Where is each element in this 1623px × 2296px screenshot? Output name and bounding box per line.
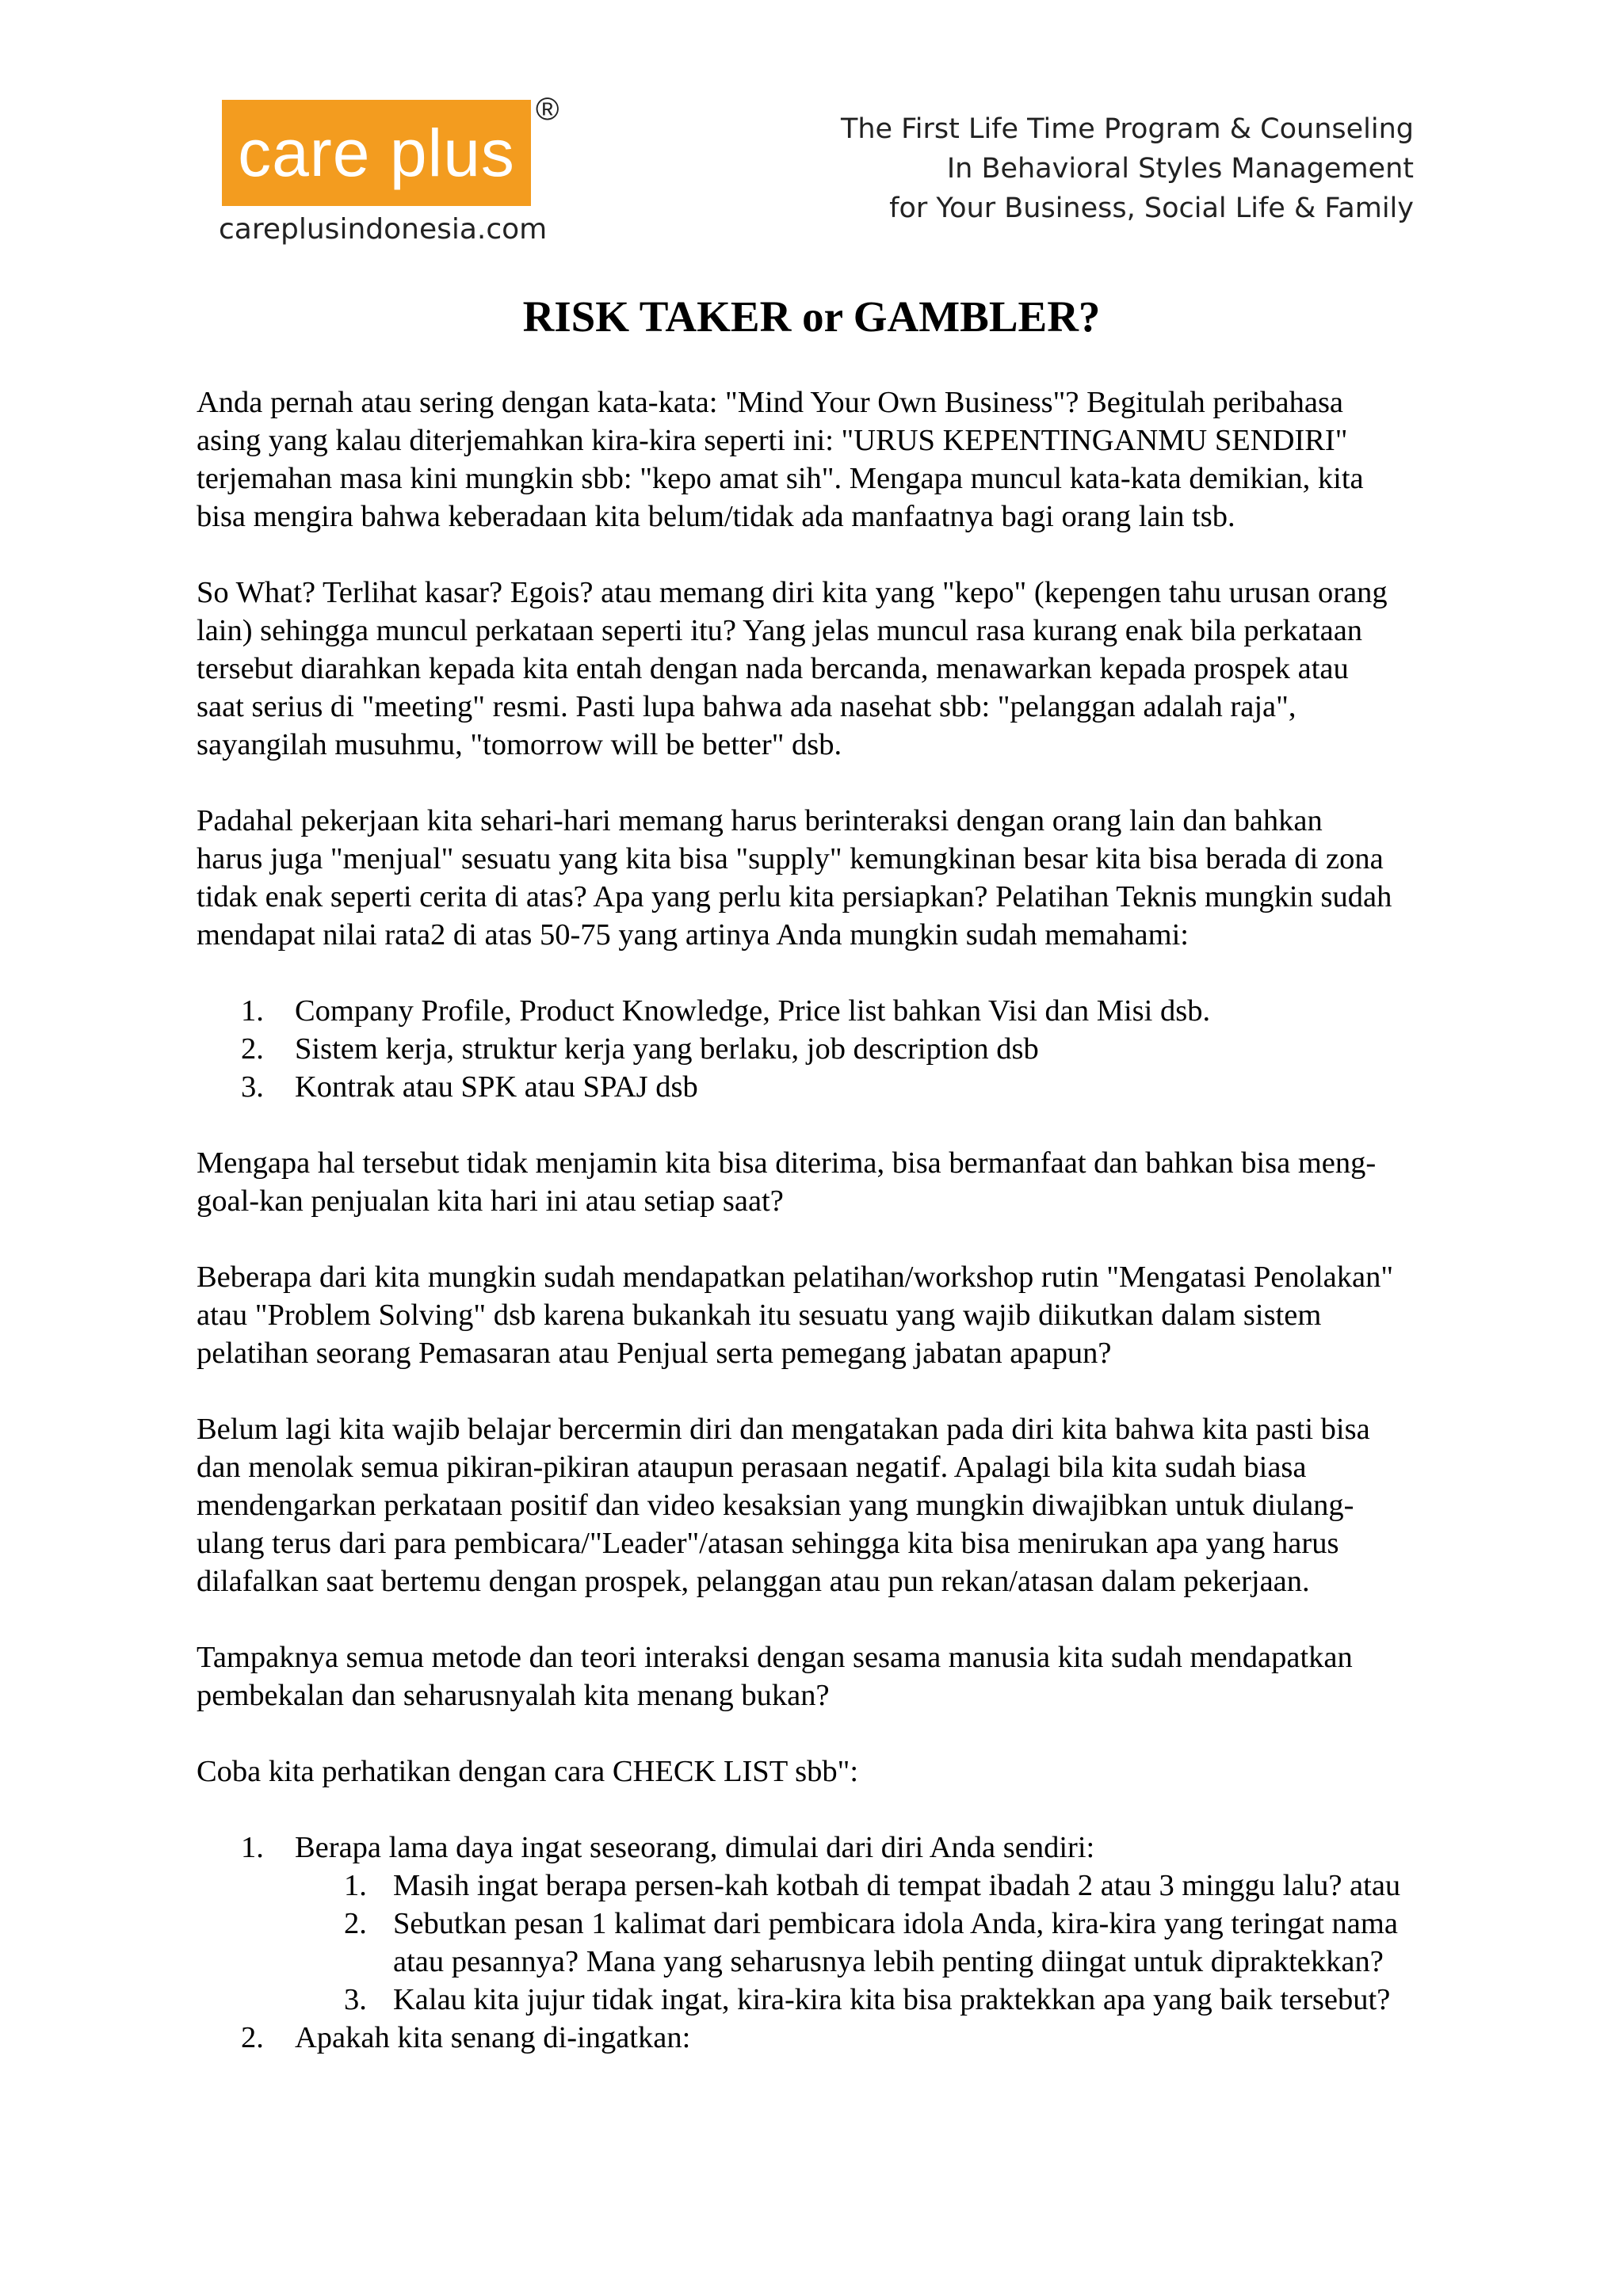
document-body: [197, 383, 1496, 2095]
list-text: atau pesannya? Mana yang seharusnya lebih penting diingat untuk dipraktekkan?: [393, 1945, 1384, 1978]
paragraph: [197, 574, 1496, 764]
list-number: 3.: [241, 1070, 264, 1104]
list-item: [197, 992, 1496, 1030]
text-line: terjemahan masa kini mungkin sbb: "kepo amat sih". Mengapa muncul kata-kata demikian, kita: [197, 462, 1364, 495]
list-text: Masih ingat berapa persen-kah kotbah di tempat ibadah 2 atau 3 minggu lalu? atau: [393, 1869, 1401, 1902]
careplus-logo: [222, 100, 531, 206]
paragraph: [197, 1144, 1496, 1220]
tagline-line: The First Life Time Program & Counseling: [840, 113, 1414, 145]
list-text: Sebutkan pesan 1 kalimat dari pembicara idola Anda, kira-kira yang teringat nama: [393, 1907, 1398, 1940]
text-line: Padahal pekerjaan kita sehari-hari memang harus berinteraksi dengan orang lain dan bahkan: [197, 804, 1323, 837]
numbered-list: [197, 992, 1496, 1106]
sub-list: [197, 1867, 1496, 2019]
list-text: Apakah kita senang di-ingatkan:: [295, 2021, 691, 2054]
text-line: asing yang kalau diterjemahkan kira-kira seperti ini: "URUS KEPENTINGANMU SENDIRI": [197, 424, 1348, 457]
paragraph: [197, 1753, 1496, 1791]
text-line: harus juga "menjual" sesuatu yang kita bisa "supply" kemungkinan besar kita bisa berada di zona: [197, 842, 1384, 875]
list-number: 1.: [344, 1869, 367, 1902]
text-line: Coba kita perhatikan dengan cara CHECK LIST sbb":: [197, 1755, 859, 1788]
text-line: dan menolak semua pikiran-pikiran ataupun perasaan negatif. Apalagi bila kita sudah biasa: [197, 1451, 1307, 1484]
text-line: goal-kan penjualan kita hari ini atau setiap saat?: [197, 1184, 784, 1218]
text-line: atau "Problem Solving" dsb karena bukankah itu sesuatu yang wajib diikutkan dalam sistem: [197, 1299, 1322, 1332]
paragraph: [197, 1638, 1496, 1714]
tagline-line: for Your Business, Social Life & Family: [889, 193, 1414, 224]
text-line: ulang terus dari para pembicara/"Leader"/atasan sehingga kita bisa menirukan apa yang harus: [197, 1527, 1339, 1560]
text-line: mendengarkan perkataan positif dan video kesaksian yang mungkin diwajibkan untuk diulang-: [197, 1489, 1354, 1522]
text-line: dilafalkan saat bertemu dengan prospek, pelanggan atau pun rekan/atasan dalam pekerjaan.: [197, 1565, 1310, 1598]
text-line: tidak enak seperti cerita di atas? Apa yang perlu kita persiapkan? Pelatihan Teknis mungkin sudah: [197, 880, 1392, 913]
list-item: [197, 1030, 1496, 1068]
text-line: pelatihan seorang Pemasaran atau Penjual serta pemegang jabatan apapun?: [197, 1337, 1112, 1370]
list-number: 1.: [241, 994, 264, 1028]
list-text: Berapa lama daya ingat seseorang, dimulai dari diri Anda sendiri:: [295, 1831, 1095, 1864]
paragraph: [197, 802, 1496, 954]
text-line: saat serius di "meeting" resmi. Pasti lupa bahwa ada nasehat sbb: "pelanggan adalah raja",: [197, 690, 1296, 723]
list-item: [197, 1068, 1496, 1106]
document-title: RISK TAKER or GAMBLER?: [522, 292, 1101, 341]
website-url: careplusindonesia.com: [219, 213, 548, 246]
text-line: lain) sehingga muncul perkataan seperti itu? Yang jelas muncul rasa kurang enak bila perkataan: [197, 614, 1363, 647]
list-text: Company Profile, Product Knowledge, Price list bahkan Visi dan Misi dsb.: [295, 994, 1211, 1028]
sub-list-item: [197, 1867, 1496, 1905]
tagline: [841, 109, 1414, 228]
paragraph: [197, 1410, 1496, 1600]
sub-list-item: [197, 1905, 1496, 1981]
paragraph: [197, 1258, 1496, 1372]
paragraph: [197, 383, 1496, 536]
list-text: Kalau kita jujur tidak ingat, kira-kira kita bisa praktekkan apa yang baik tersebut?: [393, 1983, 1391, 2016]
list-number: 2.: [241, 1032, 264, 1066]
text-line: bisa mengira bahwa keberadaan kita belum/tidak ada manfaatnya bagi orang lain tsb.: [197, 500, 1235, 533]
text-line: Beberapa dari kita mungkin sudah mendapatkan pelatihan/workshop rutin "Mengatasi Penolakan": [197, 1261, 1394, 1294]
sub-list-item: [197, 1981, 1496, 2019]
tagline-line: In Behavioral Styles Management: [946, 153, 1414, 185]
text-line: Tampaknya semua metode dan teori interaksi dengan sesama manusia kita sudah mendapatkan: [197, 1641, 1353, 1674]
text-line: sayangilah musuhmu, "tomorrow will be better" dsb.: [197, 728, 842, 761]
list-number: 3.: [344, 1983, 367, 2016]
text-line: pembekalan dan seharusnyalah kita menang bukan?: [197, 1679, 830, 1712]
list-text: Sistem kerja, struktur kerja yang berlaku, job description dsb: [295, 1032, 1039, 1066]
list-number: 2.: [241, 2021, 264, 2054]
checklist: [197, 1829, 1496, 2057]
list-number: 2.: [344, 1907, 367, 1940]
list-item: [197, 1829, 1496, 1867]
list-number: 1.: [241, 1831, 264, 1864]
list-text: Kontrak atau SPK atau SPAJ dsb: [295, 1070, 698, 1104]
sublist-container: [197, 1867, 1496, 2019]
list-item: [197, 2019, 1496, 2057]
text-line: So What? Terlihat kasar? Egois? atau memang diri kita yang "kepo" (kepengen tahu urusan orang: [197, 576, 1388, 609]
text-line: tersebut diarahkan kepada kita entah dengan nada bercanda, menawarkan kepada prospek atau: [197, 652, 1349, 685]
text-line: Mengapa hal tersebut tidak menjamin kita bisa diterima, bisa bermanfaat dan bahkan bisa meng-: [197, 1146, 1377, 1180]
text-line: Anda pernah atau sering dengan kata-kata: "Mind Your Own Business"? Begitulah peribahasa: [197, 386, 1344, 419]
text-line: mendapat nilai rata2 di atas 50-75 yang artinya Anda mungkin sudah memahami:: [197, 918, 1189, 952]
registered-mark: ®: [536, 92, 559, 127]
text-line: Belum lagi kita wajib belajar bercermin diri dan mengatakan pada diri kita bahwa kita pasti bisa: [197, 1413, 1370, 1446]
logo-text: care plus: [238, 116, 515, 190]
